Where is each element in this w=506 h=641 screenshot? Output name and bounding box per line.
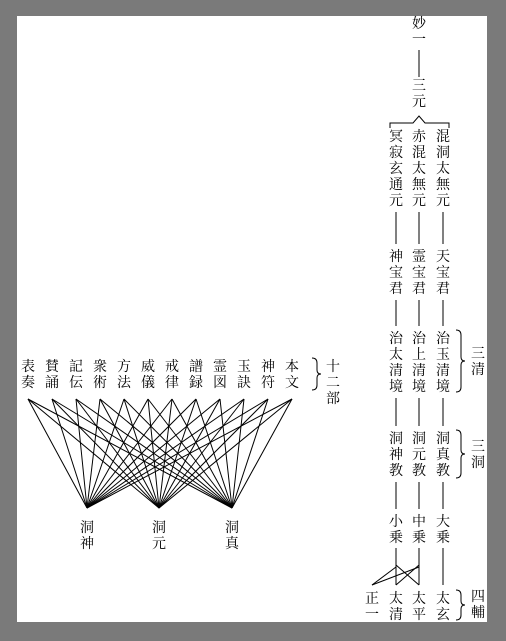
- fan-division-8-cave-0: [100, 399, 232, 508]
- division-7: 方法: [117, 359, 131, 391]
- sifu-item-3: 正一: [365, 591, 379, 623]
- sifu-item-1: 太平: [412, 591, 426, 623]
- label-sifu: 四輔: [471, 589, 485, 621]
- division-3: 霊図: [213, 359, 227, 391]
- fan-division-10-cave-0: [52, 399, 232, 508]
- division-11: 表奏: [21, 359, 35, 391]
- division-10: 賛誦: [45, 359, 59, 391]
- column-chihun-root: 赤混太無元: [412, 129, 426, 209]
- column-hunhong-lord: 天宝君: [436, 249, 450, 297]
- column-mingji-vehicle: 小乗: [389, 514, 403, 546]
- division-4: 譜録: [189, 359, 203, 391]
- division-5: 戒律: [165, 359, 179, 391]
- column-mingji-root: 冥寂玄通元: [389, 129, 403, 209]
- column-mingji-teaching: 洞神教: [389, 431, 403, 479]
- column-chihun-realm: 治上清境: [412, 331, 426, 395]
- sifu-brace: [456, 590, 465, 620]
- division-9: 記伝: [69, 359, 83, 391]
- division-2: 玉訣: [237, 359, 251, 391]
- column-chihun-lord: 霊宝君: [412, 249, 426, 297]
- column-mingji-realm: 治太清境: [389, 331, 403, 395]
- fan-division-7-cave-0: [124, 399, 232, 508]
- label-shierbu: 十二部: [326, 359, 340, 407]
- fan-division-3-cave-0: [220, 399, 232, 508]
- sandong-brace: [456, 430, 465, 478]
- division-1: 神符: [261, 359, 275, 391]
- cave-2: 洞神: [80, 520, 94, 552]
- sanqing-brace: [456, 330, 465, 392]
- division-0: 本文: [285, 359, 299, 391]
- label-sanyuan: 三元: [412, 78, 426, 110]
- column-hunhong-teaching: 洞真教: [436, 431, 450, 479]
- column-chihun-vehicle: 中乗: [412, 514, 426, 546]
- cave-0: 洞真: [225, 520, 239, 552]
- sanyuan-brace: [390, 116, 449, 128]
- sifu-item-2: 太清: [389, 591, 403, 623]
- link-xiaosheng-zhengyi: [372, 567, 396, 585]
- column-hunhong-root: 混洞太無元: [436, 129, 450, 209]
- sifu-item-0: 太玄: [436, 591, 450, 623]
- column-hunhong-realm: 治玉清境: [436, 331, 450, 395]
- cave-1: 洞元: [152, 520, 166, 552]
- label-sanqing: 三清: [471, 346, 485, 378]
- fan-division-2-cave-0: [232, 399, 244, 508]
- division-6: 威儀: [141, 359, 155, 391]
- label-sandong: 三洞: [471, 439, 485, 471]
- shierbu-brace: [312, 358, 321, 390]
- text-labels: [21, 15, 485, 623]
- division-8: 衆術: [93, 359, 107, 391]
- column-mingji-lord: 神宝君: [389, 249, 403, 297]
- column-chihun-teaching: 洞元教: [412, 431, 426, 479]
- label-head: 妙一: [412, 16, 426, 48]
- fan-division-1-cave-0: [232, 399, 268, 508]
- column-hunhong-vehicle: 大乗: [436, 514, 450, 546]
